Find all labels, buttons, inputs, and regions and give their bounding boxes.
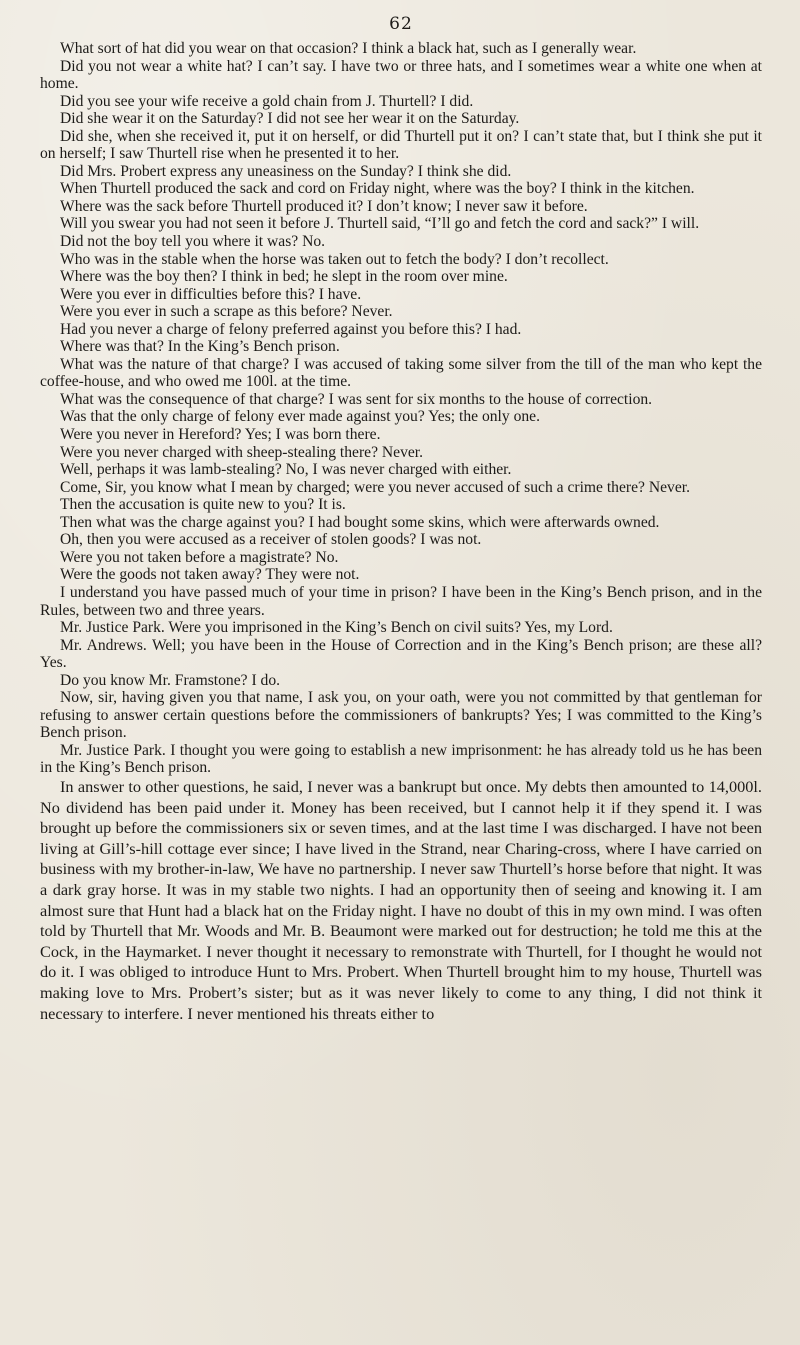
text-paragraph: Where was the sack before Thurtell produced it? I don’t know; I never saw it before.: [60, 197, 588, 215]
text-paragraph: What was the nature of that charge? I was accused of taking some silver from the till of the man who kept the coffee-house, and who owed me 100l. at the time.: [40, 355, 762, 391]
text-paragraph: Where was the boy then? I think in bed; he slept in the room over mine.: [60, 268, 508, 286]
text-paragraph: Were the goods not taken away? They were not.: [60, 566, 360, 584]
text-paragraph: Mr. Justice Park. Were you imprisoned in the King’s Bench on civil suits? Yes, my Lord.: [60, 619, 613, 637]
text-paragraph: Did you see your wife receive a gold chain from J. Thurtell? I did.: [60, 92, 474, 110]
text-paragraph: What was the consequence of that charge? I was sent for six months to the house of correction.: [60, 390, 653, 408]
text-paragraph: Were you never charged with sheep-stealing there? Never.: [60, 443, 424, 461]
text-paragraph: Were you not taken before a magistrate? No.: [60, 548, 339, 566]
text-paragraph: Now, sir, having given you that name, I ask you, on your oath, were you not committed by that gentleman for refusing to answer certain questions before the commissioners of bankrupts? Yes; I was committed to the King’s Bench prison.: [40, 689, 762, 742]
text-paragraph: When Thurtell produced the sack and cord on Friday night, where was the boy? I think in the kitchen.: [60, 180, 695, 198]
text-paragraph: Did Mrs. Probert express any uneasiness on the Sunday? I think she did.: [60, 162, 512, 180]
page-number: 62: [389, 14, 413, 34]
narrative-paragraph: In answer to other questions, he said, I never was a bankrupt but once. My debts then amounted to 14,000l. No dividend has been paid under it. Money has been received, but I cannot help it if they spend it. I was brought up before the commissioners six or seven times, and at the last time I was discharged. I have not been living at Gill’s-hill cottage ever since; I have lived in the Strand, near Charing-cross, where I have carried on business with my brother-in-law, We have no partnership. I never saw Thurtell’s horse before that night. It was a dark gray horse. It was in my stable two nights. I had an opportunity then of seeing and knowing it. I am almost sure that Hunt had a black hat on the Friday night. I have no doubt of this in my own mind. I was often told by Thurtell that Mr. Woods and Mr. B. Beaumont were marked out for destruction; he told me this at the Cock, in the Haymarket. I never thought it necessary to remonstrate with Thurtell, for I thought he would not do it. I was obliged to introduce Hunt to Mrs. Probert. When Thurtell brought him to my house, Thurtell was making love to Mrs. Probert’s sister; but as it was never likely to come to any thing, I did not think it necessary to interfere. I never mentioned his threats either to: [40, 776, 762, 1023]
text-paragraph: What sort of hat did you wear on that occasion? I think a black hat, such as I generally wear.: [60, 40, 637, 57]
text-paragraph: Did she wear it on the Saturday? I did not see her wear it on the Saturday.: [60, 110, 520, 128]
text-paragraph: Do you know Mr. Framstone? I do.: [60, 671, 281, 689]
text-paragraph: Mr. Justice Park. I thought you were going to establish a new imprisonment: he has already told us he has been in the King’s Bench prison.: [40, 741, 762, 777]
text-paragraph: I understand you have passed much of your time in prison? I have been in the King’s Bench prison, and in the Rules, between two and three years.: [40, 583, 762, 619]
text-paragraph: Was that the only charge of felony ever made against you? Yes; the only one.: [60, 408, 541, 426]
text-paragraph: Were you never in Hereford? Yes; I was born there.: [60, 426, 381, 444]
text-paragraph: Had you never a charge of felony preferred against you before this? I had.: [60, 320, 522, 338]
text-paragraph: Were you ever in difficulties before this? I have.: [60, 285, 362, 303]
body-text: [40, 40, 762, 1024]
text-paragraph: Oh, then you were accused as a receiver of stolen goods? I was not.: [60, 531, 482, 549]
text-paragraph: Then the accusation is quite new to you? It is.: [60, 496, 346, 514]
text-paragraph: Will you swear you had not seen it before J. Thurtell said, “I’ll go and fetch the cord and sack?” I will.: [60, 215, 700, 233]
text-paragraph: Well, perhaps it was lamb-stealing? No, I was never charged with either.: [60, 461, 512, 479]
text-paragraph: Who was in the stable when the horse was taken out to fetch the body? I don’t recollect.: [60, 250, 609, 268]
text-paragraph: Come, Sir, you know what I mean by charged; were you never accused of such a crime there? Never.: [60, 478, 690, 496]
text-paragraph: Did not the boy tell you where it was? No.: [60, 233, 326, 251]
text-paragraph: Mr. Andrews. Well; you have been in the House of Correction and in the King’s Bench prison; are these all? Yes.: [40, 636, 762, 672]
text-paragraph: Did you not wear a white hat? I can’t say. I have two or three hats, and I sometimes wear a white one when at home.: [40, 57, 762, 93]
text-paragraph: Did she, when she received it, put it on herself, or did Thurtell put it on? I can’t state that, but I think she put it on herself; I saw Thurtell rise when he presented it to her.: [40, 127, 762, 163]
text-paragraph: Then what was the charge against you? I had bought some skins, which were afterwards owned.: [60, 513, 660, 531]
text-paragraph: Were you ever in such a scrape as this before? Never.: [60, 303, 393, 321]
text-paragraph: Where was that? In the King’s Bench prison.: [60, 338, 340, 356]
